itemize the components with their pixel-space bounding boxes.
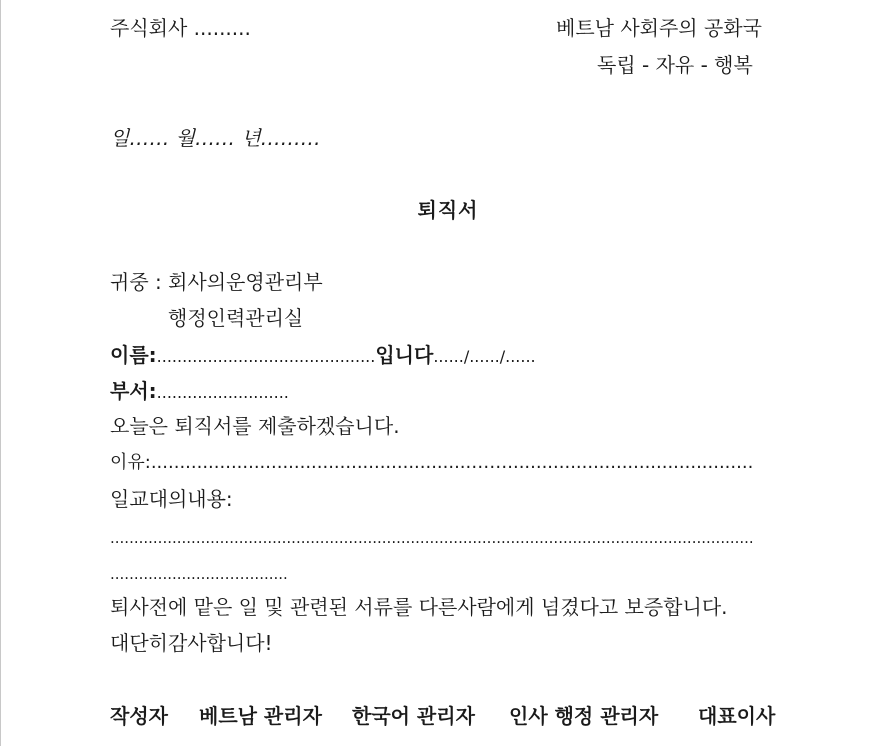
national-motto: 독립 - 자유 - 행복: [597, 53, 753, 77]
signature-writer: 작성자: [110, 704, 168, 728]
dept-row: [110, 379, 289, 403]
dept-label: 부서:: [110, 379, 157, 403]
name-row: [110, 343, 536, 367]
signature-hr-admin-manager: 인사 행정 관리자: [509, 704, 659, 728]
name-label: 이름:: [110, 343, 157, 367]
thanks-line: 대단히감사합니다!: [110, 631, 273, 655]
reason-line: 이유:........................................................……...........................................: [110, 452, 754, 473]
recipient-office: 행정인력관리실: [168, 306, 304, 330]
signature-ceo: 대표이사: [698, 704, 776, 728]
document-title: 퇴직서: [417, 198, 479, 222]
signature-korean-manager: 한국어 관리자: [352, 704, 475, 728]
submit-sentence: 오늘은 퇴직서를 제출하겠습니다.: [110, 414, 400, 438]
date-line: 일…… 월…… 년………: [110, 126, 321, 150]
handover-label: 일교대의내용:: [110, 487, 233, 511]
nation-name: 베트남 사회주의 공화국: [556, 16, 762, 40]
handover-dots-line-2: .......................……........: [110, 565, 288, 583]
guarantee-sentence: 퇴사전에 맡은 일 및 관련된 서류를 다른사람에게 넘겼다고 보증합니다.: [110, 595, 728, 619]
join-date-dots: ....../....../......: [433, 347, 536, 366]
company-name: 주식회사 .........: [110, 16, 251, 40]
handover-dots-line-1: .......................................................................................................................................: [110, 529, 754, 547]
dept-dots: ..........................: [156, 383, 289, 402]
signature-vietnam-manager: 베트남 관리자: [199, 704, 322, 728]
page-left-border: [0, 0, 1, 746]
join-label: 입니다: [375, 343, 434, 367]
recipient-line: 귀중 : 회사의운영관리부: [110, 270, 323, 294]
name-dots: ...........................................: [156, 347, 376, 366]
